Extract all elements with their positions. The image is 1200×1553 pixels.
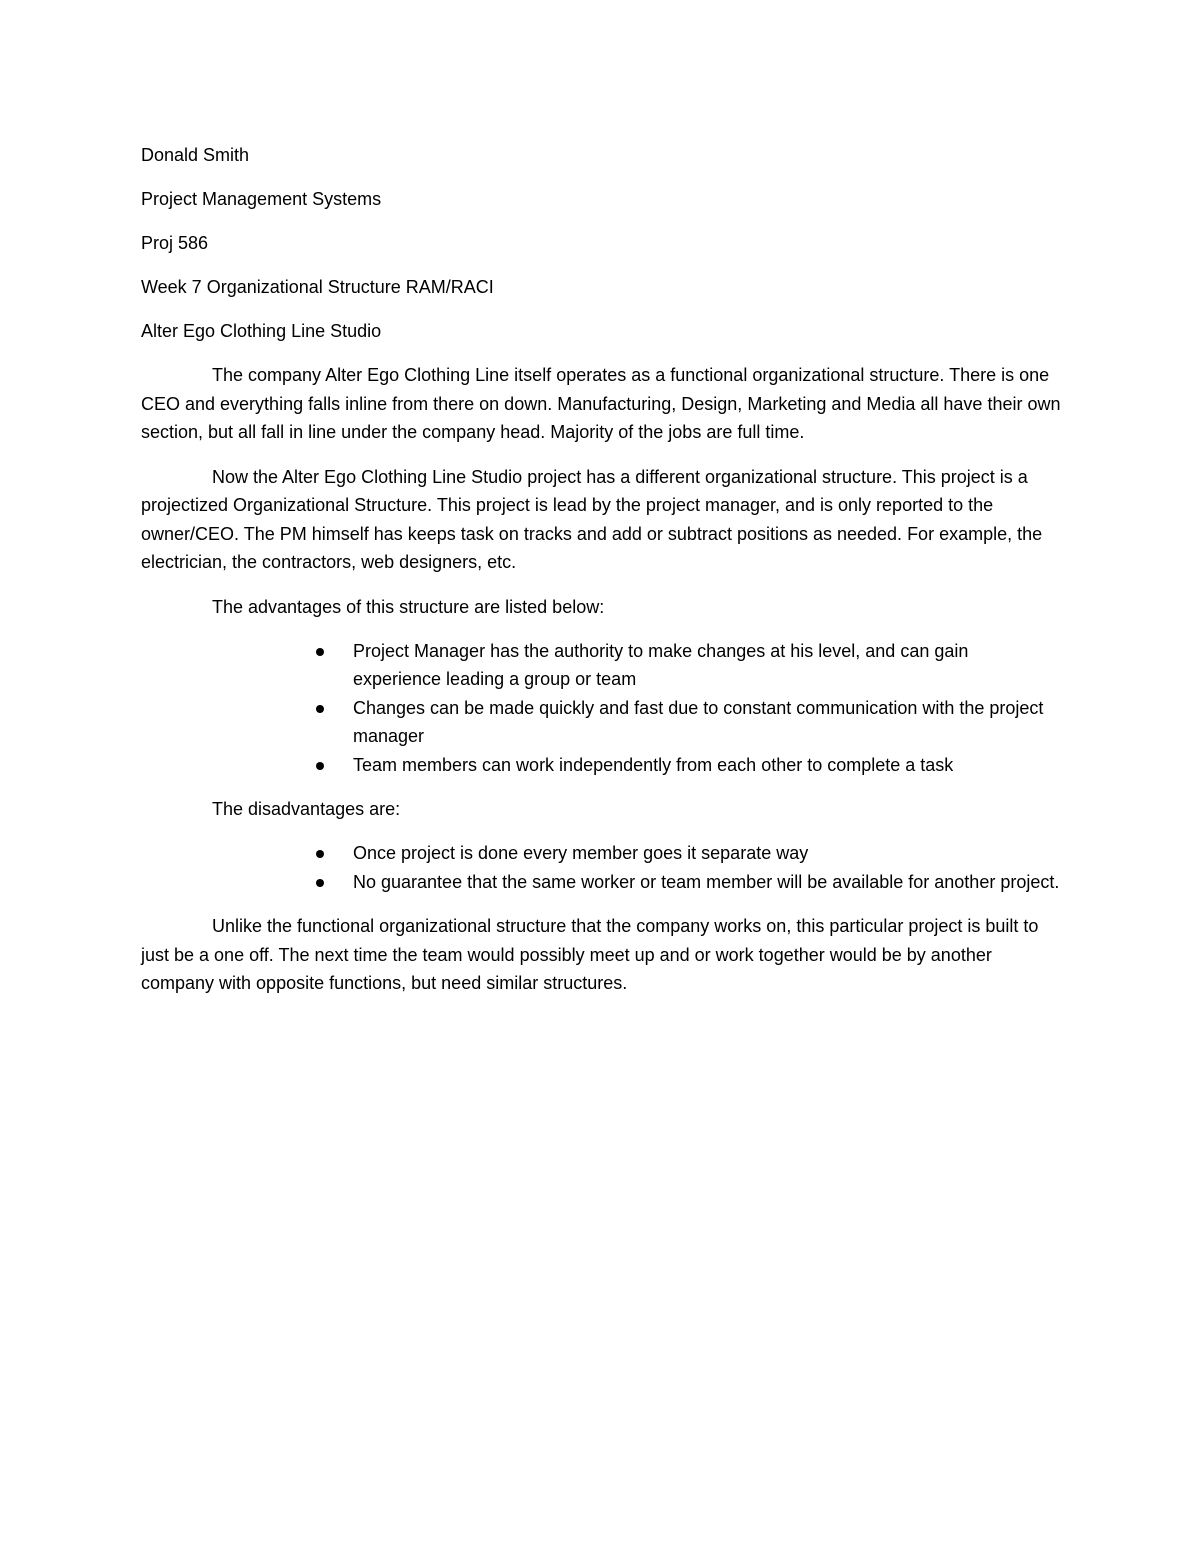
bullet-icon <box>316 850 324 858</box>
bullet-icon <box>316 762 324 770</box>
advantages-intro: The advantages of this structure are listed below: <box>212 596 605 617</box>
list-item <box>141 637 1061 694</box>
list-item <box>141 839 1061 868</box>
author-name: Donald Smith <box>141 145 250 165</box>
paragraph-projectized-structure: Now the Alter Ego Clothing Line Studio project has a different organizational structure. This project is a projectized Organizational Structure. This project is lead by the project manager, and is only reported to the owner/CEO. The PM himself has keeps task on tracks and add or subtract positions as needed. For example, the electrician, the contractors, web designers, etc. <box>141 466 1043 572</box>
list-item-text: Changes can be made quickly and fast due to constant communication with the project manager <box>353 697 1044 746</box>
bullet-icon <box>316 648 324 656</box>
list-item-text: Once project is done every member goes it separate way <box>353 843 809 863</box>
document-body <box>141 141 1061 1014</box>
project-title: Alter Ego Clothing Line Studio <box>141 321 382 341</box>
bullet-icon <box>316 705 324 713</box>
list-item-text: No guarantee that the same worker or team member will be available for another project. <box>353 871 1060 892</box>
list-item <box>141 694 1061 751</box>
list-item-text: Project Manager has the authority to make changes at his level, and can gain experience leading a group or team <box>353 640 969 689</box>
bullet-icon <box>316 879 324 887</box>
list-item <box>141 868 1061 897</box>
disadvantages-list <box>141 839 1061 896</box>
list-item-text: Team members can work independently from each other to complete a task <box>353 754 954 775</box>
paragraph-functional-structure: The company Alter Ego Clothing Line itself operates as a functional organizational structure. There is one CEO and everything falls inline from there on down. Manufacturing, Design, Marketing and Media all have their own section, but all fall in line under the company head. Majority of the jobs are full time. <box>141 365 1061 442</box>
advantages-list <box>141 637 1061 780</box>
course-name: Project Management Systems <box>141 189 382 209</box>
paragraph-conclusion: Unlike the functional organizational structure that the company works on, this particular project is built to just be a one off. The next time the team would possibly meet up and or work together would be by another company with opposite functions, but need similar structures. <box>141 916 1039 993</box>
disadvantages-intro: The disadvantages are: <box>212 799 401 819</box>
list-item <box>141 751 1061 780</box>
course-code: Proj 586 <box>141 233 209 253</box>
assignment-title: Week 7 Organizational Structure RAM/RACI <box>141 277 494 297</box>
